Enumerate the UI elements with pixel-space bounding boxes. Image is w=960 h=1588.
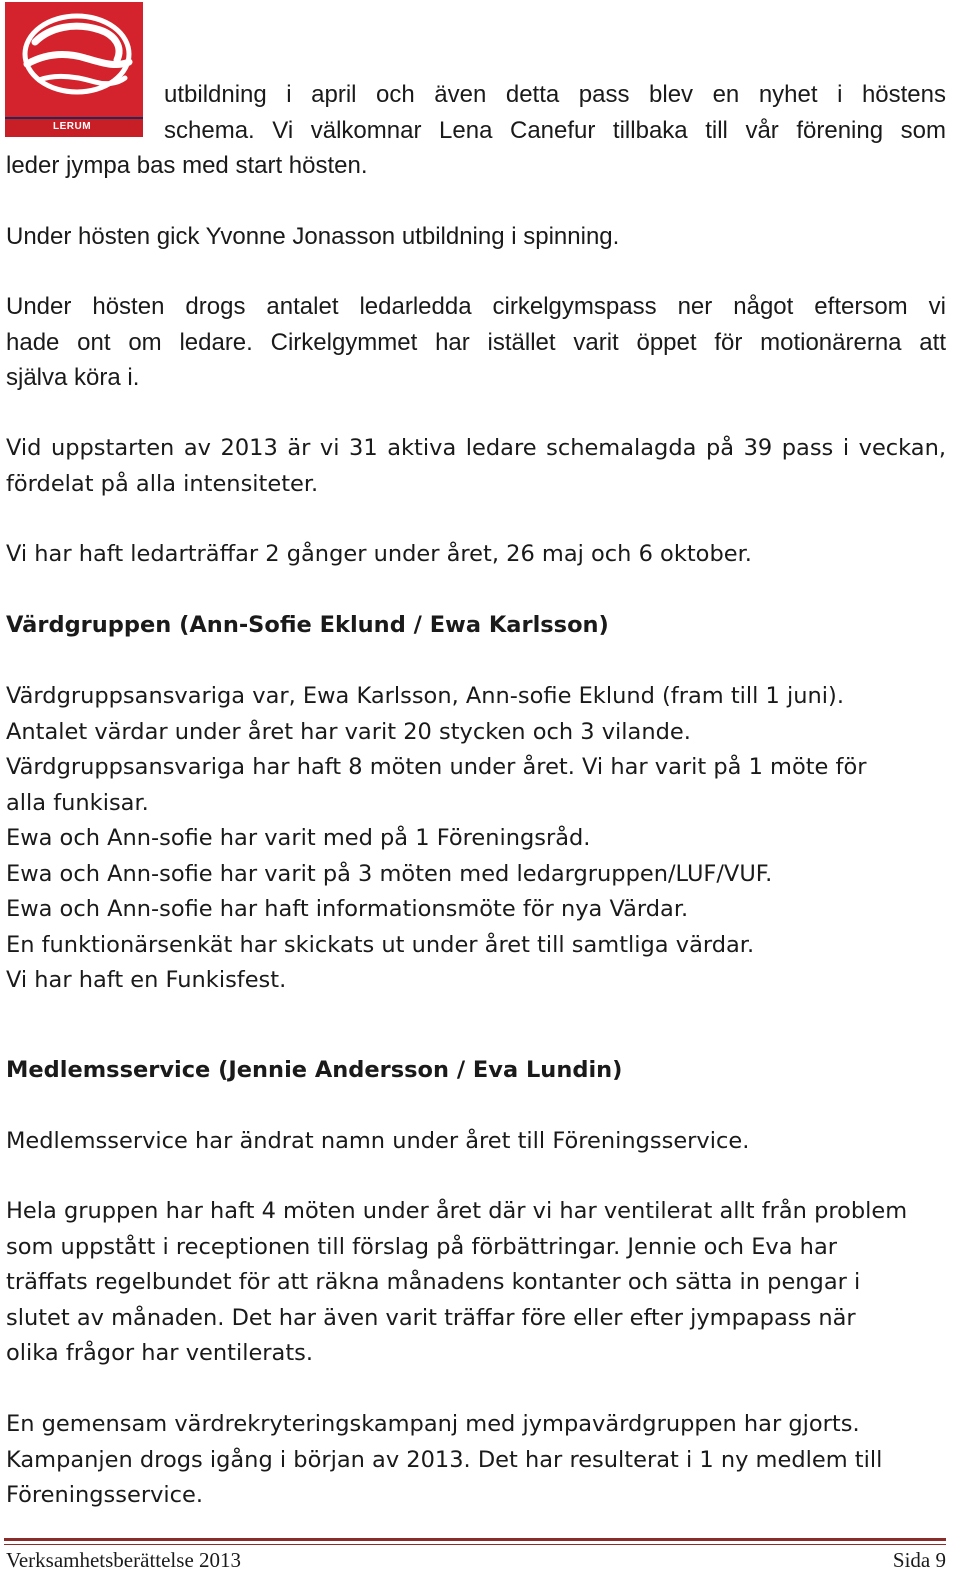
- intro-line-2: schema. Vi välkomnar Lena Canefur tillbaka till vår förening som: [164, 116, 946, 144]
- ledartraffar-paragraph: Vi har haft ledarträffar 2 gånger under året, 26 maj och 6 oktober.: [6, 541, 752, 567]
- medlemsservice-heading: Medlemsservice (Jennie Andersson / Eva Lundin): [6, 1057, 623, 1083]
- cirkelgym-paragraph: [6, 289, 946, 396]
- cirkelgym-line-3: själva köra i.: [6, 364, 140, 391]
- kampanj-line: Föreningsservice.: [6, 1482, 204, 1508]
- intro-line-1: utbildning i april och även detta pass blev en nyhet i höstens: [164, 81, 946, 108]
- uppstart-line-2: fördelat på alla intensiteter.: [6, 470, 319, 497]
- footer-rule-thick: [4, 1538, 946, 1541]
- cirkelgym-line-1: Under hösten drogs antalet ledarledda cirkelgymspass ner något eftersom vi: [6, 293, 946, 320]
- moten-line: olika frågor har ventilerats.: [6, 1340, 314, 1366]
- logo-location-label: LERUM: [53, 121, 92, 132]
- footer-page-number: Sida 9: [892, 1548, 946, 1572]
- vardgruppen-line: Antalet värdar under året har varit 20 stycken och 3 vilande.: [6, 718, 691, 745]
- medlemsservice-kampanj-paragraph: [6, 1407, 946, 1514]
- vardgruppen-line: Ewa och Ann-sofie har haft informationsmöte för nya Värdar.: [6, 896, 689, 922]
- kampanj-line: En gemensam värdrekryteringskampanj med jympavärdgruppen har gjorts.: [6, 1411, 860, 1437]
- vardgruppen-line: Ewa och Ann-sofie har varit på 3 möten med ledargruppen/LUF/VUF.: [6, 860, 773, 887]
- medlemsservice-rename: Medlemsservice har ändrat namn under året till Föreningsservice.: [6, 1128, 750, 1154]
- vardgruppen-line: Ewa och Ann-sofie har varit med på 1 Föreningsråd.: [6, 825, 591, 851]
- intro-line-3: leder jympa bas med start hösten.: [6, 152, 368, 179]
- vardgruppen-line: Värdgruppsansvariga var, Ewa Karlsson, Ann-sofie Eklund (fram till 1 juni).: [6, 683, 844, 709]
- spinning-paragraph: Under hösten gick Yvonne Jonasson utbildning i spinning.: [6, 223, 620, 250]
- vardgruppen-line: En funktionärsenkät har skickats ut under året till samtliga värdar.: [6, 931, 755, 958]
- medlemsservice-moten-paragraph: [6, 1194, 946, 1372]
- uppstart-paragraph: [6, 431, 946, 502]
- vardgruppen-line: Vi har haft en Funkisfest.: [6, 967, 287, 993]
- vardgruppen-line: alla funkisar.: [6, 789, 149, 816]
- uppstart-line-1: Vid uppstarten av 2013 är vi 31 aktiva ledare schemalagda på 39 pass i veckan,: [6, 435, 946, 461]
- intro-paragraph: [6, 77, 946, 184]
- moten-line: slutet av månaden. Det har även varit träffar före eller efter jympapass när: [6, 1304, 856, 1331]
- moten-line: Hela gruppen har haft 4 möten under året där vi har ventilerat allt från problem: [6, 1198, 908, 1224]
- vardgruppen-heading: Värdgruppen (Ann-Sofie Eklund / Ewa Karlsson): [6, 612, 609, 638]
- footer-document-title: Verksamhetsberättelse 2013: [6, 1548, 242, 1572]
- cirkelgym-line-2: hade ont om ledare. Cirkelgymmet har istället varit öppet för motionärerna att: [6, 328, 946, 356]
- moten-line: som uppstått i receptionen till förslag på förbättringar. Jennie och Eva har: [6, 1233, 837, 1260]
- moten-line: träffats regelbundet för att räkna månadens kontanter och sätta in pengar i: [6, 1269, 861, 1295]
- kampanj-line: Kampanjen drogs igång i början av 2013. Det har resulterat i 1 ny medlem till: [6, 1446, 883, 1473]
- vardgruppen-list: [6, 679, 946, 999]
- vardgruppen-line: Värdgruppsansvariga har haft 8 möten under året. Vi har varit på 1 möte för: [6, 754, 867, 780]
- footer-rule-thin: [4, 1544, 946, 1545]
